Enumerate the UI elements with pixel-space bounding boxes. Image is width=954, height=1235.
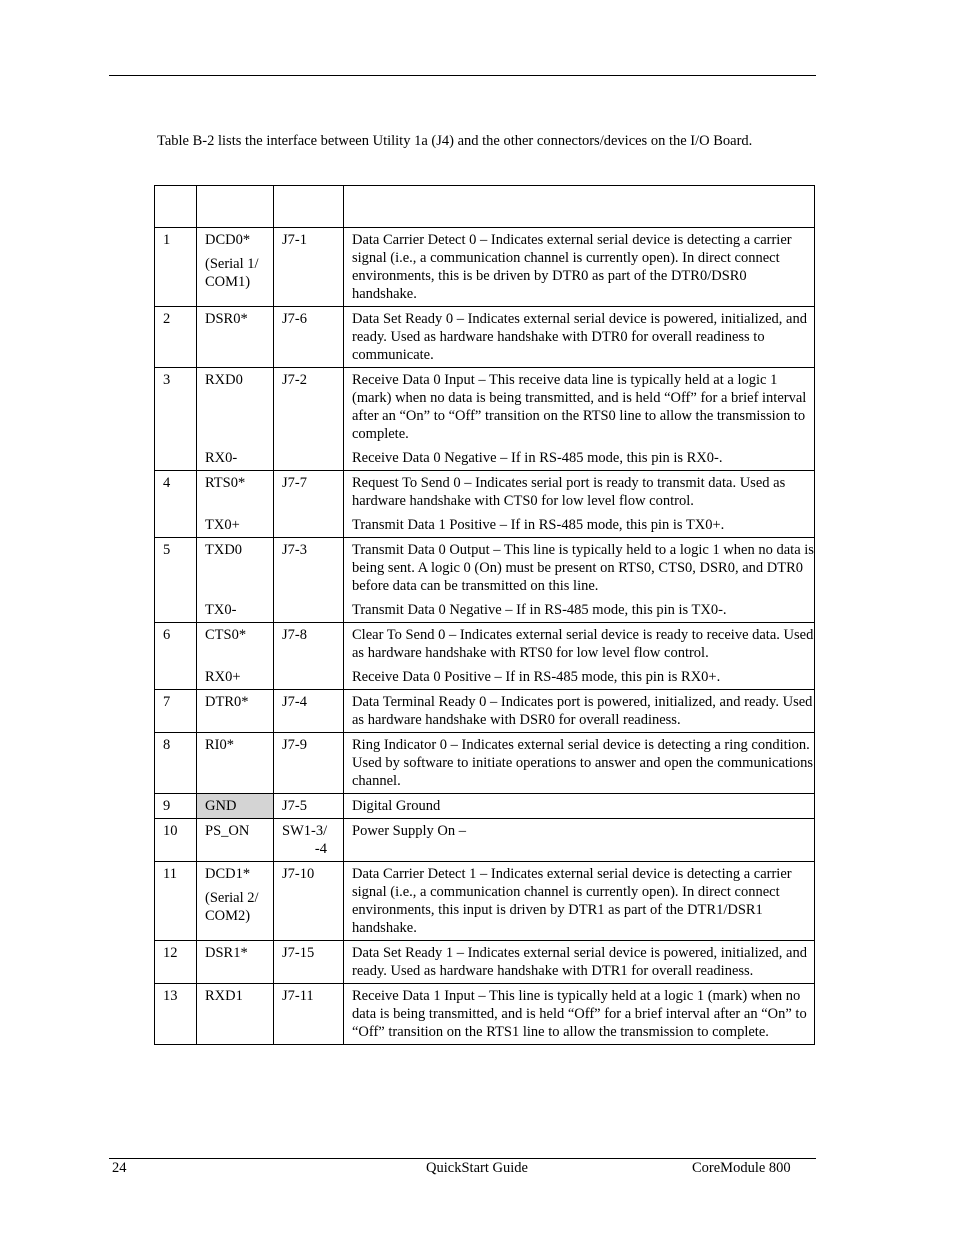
pin-cell: 4 (155, 471, 197, 538)
connector-cell: J7-6 (274, 307, 344, 368)
pin-cell: 3 (155, 368, 197, 471)
footer-product: CoreModule 800 (692, 1160, 791, 1176)
header-cell-description (344, 186, 815, 228)
signal-cell: DSR0* (197, 307, 274, 368)
connector-cell: J7-4 (274, 690, 344, 733)
header-cell-signal (197, 186, 274, 228)
connector-cell: J7-9 (274, 733, 344, 794)
description-cell: Request To Send 0 – Indicates serial port is ready to transmit data. Used as hardware handshake with CTS0 for low level flow control. Transmit Data 1 Positive – If in RS-485 mode, this pin is TX0+. (344, 471, 815, 538)
connector-cell: J7-11 (274, 984, 344, 1045)
pin-cell: 5 (155, 538, 197, 623)
header-rule (109, 75, 816, 76)
description-cell: Data Set Ready 1 – Indicates external serial device is powered, initialized, and ready. Used as hardware handshake with DTR1 for overall readiness. (344, 941, 815, 984)
table-header-row (155, 186, 815, 228)
pin-cell: 6 (155, 623, 197, 690)
signal-cell: DTR0* (197, 690, 274, 733)
pin-cell: 12 (155, 941, 197, 984)
signal-cell: TXD0 TX0- (197, 538, 274, 623)
connector-cell: J7-7 (274, 471, 344, 538)
signal-cell: RTS0* TX0+ (197, 471, 274, 538)
signal-cell: DCD1* (Serial 2/ COM2) (197, 862, 274, 941)
table-row (155, 228, 815, 307)
signal-cell: CTS0* RX0+ (197, 623, 274, 690)
pin-cell: 9 (155, 794, 197, 819)
footer-rule (109, 1158, 816, 1159)
table-row (155, 307, 815, 368)
header-cell-pin (155, 186, 197, 228)
table-row (155, 862, 815, 941)
description-cell: Receive Data 0 Input – This receive data line is typically held at a logic 1 (mark) when no data is being transmitted, and is held “Off” for a brief interval after an “On” to “Off” transition on the RTS0 line to allow the transmission to complete. Receive Data 0 Negative – If in RS-485 mode, this pin is RX0-. (344, 368, 815, 471)
connector-cell: J7-1 (274, 228, 344, 307)
connector-cell: J7-15 (274, 941, 344, 984)
description-cell: Digital Ground (344, 794, 815, 819)
pin-cell: 11 (155, 862, 197, 941)
signal-cell: RI0* (197, 733, 274, 794)
table-row (155, 984, 815, 1045)
pin-cell: 7 (155, 690, 197, 733)
header-cell-connector (274, 186, 344, 228)
pin-cell: 10 (155, 819, 197, 862)
table-row (155, 471, 815, 538)
signal-cell: DCD0* (Serial 1/ COM1) (197, 228, 274, 307)
description-cell: Clear To Send 0 – Indicates external serial device is ready to receive data. Used as hardware handshake with RTS0 for low level flow control. Receive Data 0 Positive – If in RS-485 mode, this pin is RX0+. (344, 623, 815, 690)
pin-cell: 1 (155, 228, 197, 307)
pin-cell: 8 (155, 733, 197, 794)
table-row (155, 819, 815, 862)
signal-cell: DSR1* (197, 941, 274, 984)
pin-cell: 2 (155, 307, 197, 368)
description-cell: Data Terminal Ready 0 – Indicates port is powered, initialized, and ready. Used as hardware handshake with DSR0 for overall readiness. (344, 690, 815, 733)
description-cell: Power Supply On – (344, 819, 815, 862)
description-cell: Receive Data 1 Input – This line is typically held at a logic 1 (mark) when no data is being transmitted, and is held “Off” for a brief interval after an “On” to “Off” transition on the RTS1 line to allow the transmission to complete. (344, 984, 815, 1045)
signal-cell: RXD0 RX0- (197, 368, 274, 471)
connector-cell: J7-8 (274, 623, 344, 690)
table-row (155, 623, 815, 690)
signal-cell: RXD1 (197, 984, 274, 1045)
description-cell: Ring Indicator 0 – Indicates external serial device is detecting a ring condition. Used by software to initiate operations to answer and open the communications channel. (344, 733, 815, 794)
signal-cell: PS_ON (197, 819, 274, 862)
description-cell: Data Carrier Detect 0 – Indicates external serial device is detecting a carrier signal (i.e., a communication channel is currently open). In direct connect environments, this is be driven by DTR0 as part of the DTR0/DSR0 handshake. (344, 228, 815, 307)
table-row (155, 690, 815, 733)
signal-cell-ground: GND (197, 794, 274, 819)
connector-cell: J7-3 (274, 538, 344, 623)
pin-table (154, 185, 815, 1045)
description-cell: Data Set Ready 0 – Indicates external serial device is powered, initialized, and ready. Used as hardware handshake with DTR0 for overall readiness to communicate. (344, 307, 815, 368)
table-row (155, 941, 815, 984)
table-row (155, 733, 815, 794)
connector-cell: J7-10 (274, 862, 344, 941)
connector-cell: J7-2 (274, 368, 344, 471)
description-cell: Data Carrier Detect 1 – Indicates external serial device is detecting a carrier signal (i.e., a communication channel is currently open). In direct connect environments, this input is driven by DTR1 as part of the DTR1/DSR1 handshake. (344, 862, 815, 941)
pin-cell: 13 (155, 984, 197, 1045)
connector-cell: J7-5 (274, 794, 344, 819)
connector-cell: SW1-3/ -4 (274, 819, 344, 862)
table-row (155, 794, 815, 819)
footer-title: QuickStart Guide (426, 1160, 528, 1176)
table-row (155, 368, 815, 471)
intro-text: Table B-2 lists the interface between Utility 1a (J4) and the other connectors/devices on the I/O Board. (157, 133, 753, 149)
description-cell: Transmit Data 0 Output – This line is typically held to a logic 1 when no data is being sent. A logic 0 (On) must be present on RTS0, CTS0, DSR0, and DTR0 before data can be transmitted on this line. Transmit Data 0 Negative – If in RS-485 mode, this pin is TX0-. (344, 538, 815, 623)
page-number: 24 (112, 1160, 127, 1176)
table-row (155, 538, 815, 623)
